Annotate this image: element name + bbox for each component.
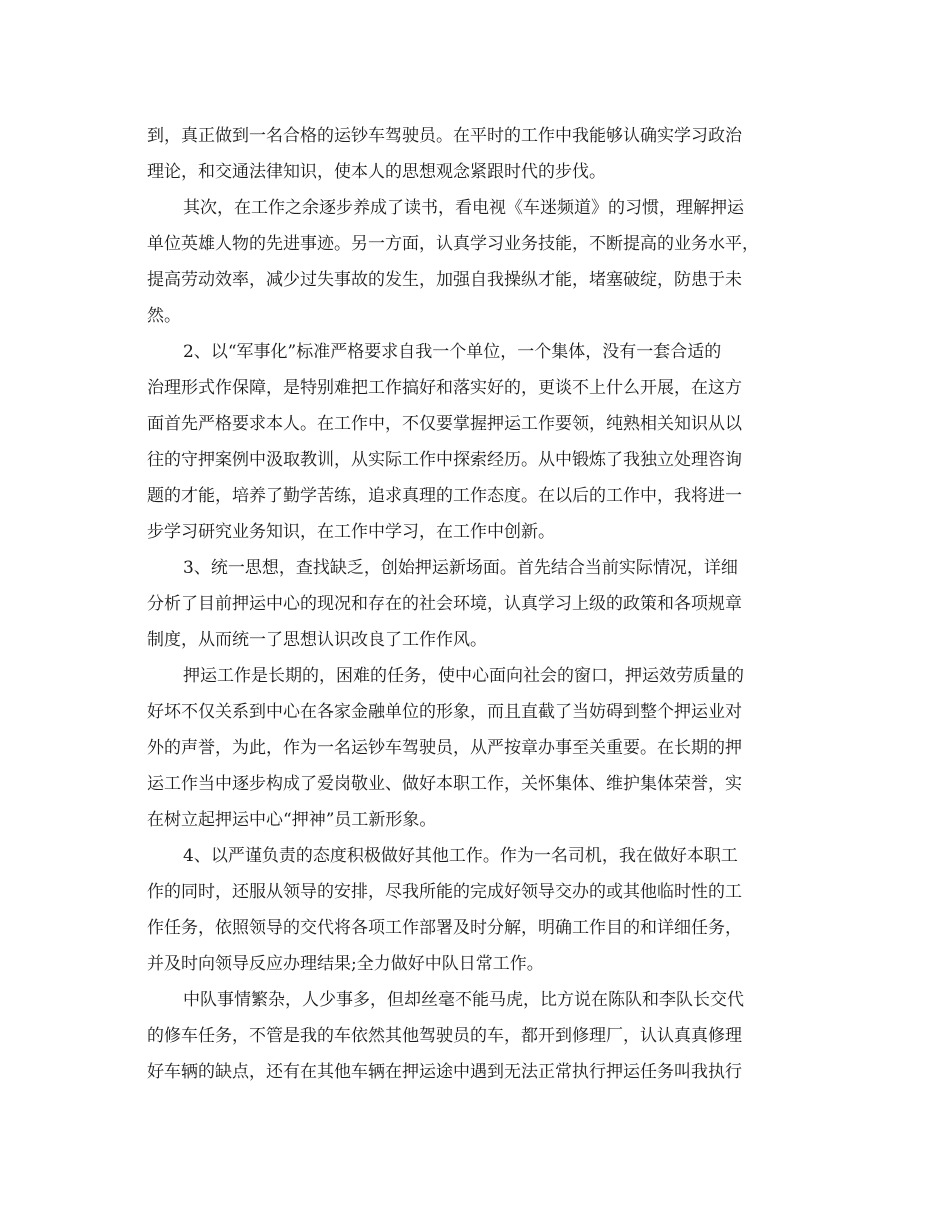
text-line: 运工作当中逐步构成了爱岗敬业、做好本职工作，关怀集体、维护集体荣誉，实 <box>147 774 742 794</box>
text-line: 理论，和交通法律知识，使本人的思想观念紧跟时代的步伐。 <box>147 162 606 182</box>
text-line: 作任务，依照领导的交代将各项工作部署及时分解，明确工作目的和详细任务， <box>147 918 742 938</box>
text-line: 制度，从而统一了思想认识改良了工作作风。 <box>147 630 487 650</box>
document-body <box>147 118 807 1090</box>
text-line: 治理形式作保障，是特别难把工作搞好和落实好的，更谈不上什么开展，在这方 <box>147 378 742 398</box>
text-line: 并及时向领导反应办理结果;全力做好中队日常工作。 <box>147 954 544 974</box>
text-line: 到，真正做到一名合格的运钞车驾驶员。在平时的工作中我能够认确实学习政治 <box>147 126 742 146</box>
paragraph-start-line: 3、统一思想，查找缺乏，创始押运新场面。首先结合当前实际情况，详细 <box>183 558 738 578</box>
text-line: 然。 <box>147 306 181 326</box>
text-line: 提高劳动效率，减少过失事故的发生，加强自我操纵才能，堵塞破绽，防患于未 <box>147 270 742 290</box>
text-line: 的修车任务，不管是我的车依然其他驾驶员的车，都开到修理厂，认认真真修理 <box>147 1026 742 1046</box>
paragraph-start-line: 2、以“军事化”标准严格要求自我一个单位，一个集体，没有一套合适的 <box>183 342 722 362</box>
text-line: 题的才能，培养了勤学苦练，追求真理的工作态度。在以后的工作中，我将进一 <box>147 486 742 506</box>
paragraph-start-line: 押运工作是长期的，困难的任务，使中心面向社会的窗口，押运效劳质量的 <box>183 666 744 686</box>
text-line: 面首先严格要求本人。在工作中，不仅要掌握押运工作要领，纯熟相关知识从以 <box>147 414 742 434</box>
paragraph-start-line: 中队事情繁杂，人少事多，但却丝毫不能马虎，比方说在陈队和李队长交代 <box>183 990 744 1010</box>
text-line: 作的同时，还服从领导的安排，尽我所能的完成好领导交办的或其他临时性的工 <box>147 882 742 902</box>
text-line: 在树立起押运中心“押神”员工新形象。 <box>147 810 437 830</box>
paragraph-start-line: 其次，在工作之余逐步养成了读书，看电视《车迷频道》的习惯，理解押运 <box>183 198 744 218</box>
text-line: 外的声誉，为此，作为一名运钞车驾驶员，从严按章办事至关重要。在长期的押 <box>147 738 742 758</box>
text-line: 好坏不仅关系到中心在各家金融单位的形象，而且直截了当妨碍到整个押运业对 <box>147 702 742 722</box>
text-line: 好车辆的缺点，还有在其他车辆在押运途中遇到无法正常执行押运任务叫我执行 <box>147 1062 742 1082</box>
text-line: 步学习研究业务知识，在工作中学习，在工作中创新。 <box>147 522 555 542</box>
text-line: 往的守押案例中汲取教训，从实际工作中探索经历。从中锻炼了我独立处理咨询 <box>147 450 742 470</box>
text-line: 单位英雄人物的先进事迹。另一方面，认真学习业务技能，不断提高的业务水平， <box>147 234 759 254</box>
paragraph-start-line: 4、以严谨负责的态度积极做好其他工作。作为一名司机，我在做好本职工 <box>183 846 738 866</box>
text-line: 分析了目前押运中心的现况和存在的社会环境，认真学习上级的政策和各项规章 <box>147 594 742 614</box>
